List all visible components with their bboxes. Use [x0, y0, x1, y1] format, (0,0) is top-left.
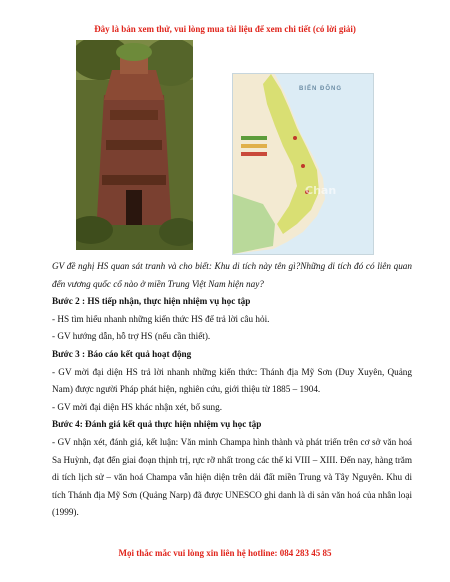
- step2-item: - HS tìm hiểu nhanh những kiến thức HS để trả lời câu hỏi.: [52, 313, 270, 324]
- map-illustration: [233, 74, 373, 254]
- champa-map: [232, 73, 374, 255]
- step2-heading: Bước 2 : HS tiếp nhận, thực hiện nhiệm vụ học tập: [52, 296, 251, 307]
- hotline-banner: Mọi thắc mắc vui lòng xin liên hệ hotline: 084 283 45 85: [118, 548, 332, 558]
- step3-heading: Bước 3 : Báo cáo kết quả hoạt động: [52, 348, 192, 359]
- teacher-question: GV đề nghị HS quan sát tranh và cho biết: Khu di tích này tên gì?Những di tích đó có liên quan đến vương quốc cổ nào ở miền Trung Việt Nam hiện nay?: [52, 261, 412, 289]
- lesson-content: [52, 258, 412, 522]
- step3-item: - GV mời đại diện HS trả lời nhanh những kiến thức: Thánh địa Mỹ Sơn (Duy Xuyên, Quảng Nam) được người Pháp phát hiện, nghiên cứu, giới thiệu từ 1885 – 1904.: [52, 366, 412, 395]
- step3-item: - GV mời đại diện HS khác nhận xét, bổ sung.: [52, 401, 223, 412]
- preview-banner: Đây là bản xem thử, vui lòng mua tài liệu để xem chi tiết (có lời giải): [94, 24, 356, 34]
- temple-illustration: [76, 40, 193, 250]
- svg-text:Chan: Chan: [305, 184, 337, 197]
- step4-heading: Bước 4: Đánh giá kết quả thực hiện nhiệm vụ học tập: [52, 419, 262, 430]
- step2-item: - GV hướng dẫn, hỗ trợ HS (nếu cần thiết).: [52, 331, 211, 342]
- step4-item: - GV nhận xét, đánh giá, kết luận: Văn minh Champa hình thành và phát triển trên cơ sở văn hoá Sa Huỳnh, đạt đến giai đoạn thịnh trị, rực rỡ nhất trong các thế kỉ VIII – XIII. Đến nay, hàng trăm di tích lịch sử – văn hoá Champa vẫn hiện diện trên dải đất miền Trung và Tây Nguyên. Khu di tích Thánh địa Mỹ Sơn (Quảng Narp) đã được UNESCO ghi danh là di sản văn hoá của nhân loại (1999).: [52, 436, 412, 518]
- my-son-temple-photo: [76, 40, 193, 250]
- map-sea-label: BIỂN ĐÔNG: [299, 86, 343, 92]
